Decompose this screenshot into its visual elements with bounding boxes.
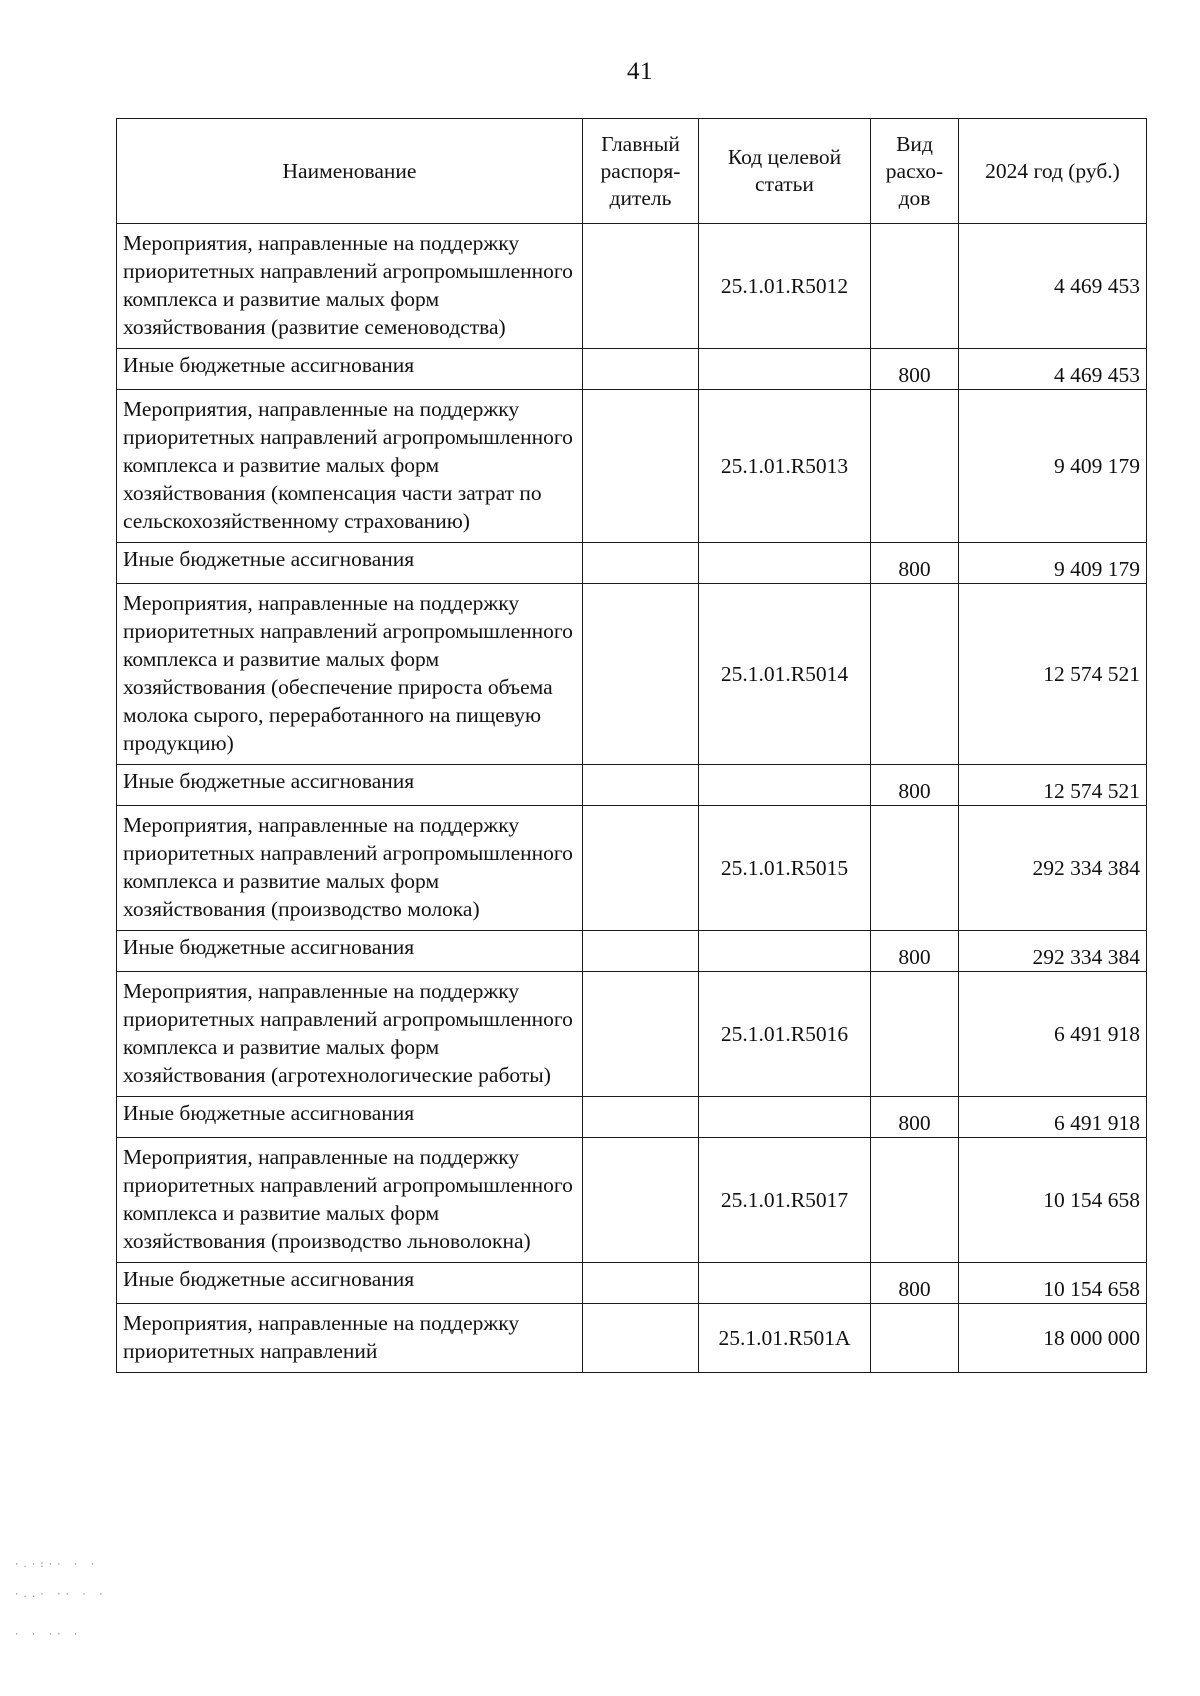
row-manager	[583, 806, 699, 931]
row-code	[699, 765, 871, 806]
row-code	[699, 1263, 871, 1304]
scan-speck: ·.·:·· · ·	[14, 1560, 99, 1570]
table-body	[117, 224, 1147, 1373]
header-amount: 2024 год (руб.)	[959, 119, 1147, 224]
row-manager	[583, 1138, 699, 1263]
table-row	[117, 349, 1147, 390]
header-row	[117, 119, 1147, 224]
row-code: 25.1.01.R5014	[699, 584, 871, 765]
table-row	[117, 1097, 1147, 1138]
scan-speck: ·..· ·· · ·	[14, 1590, 107, 1600]
row-manager	[583, 765, 699, 806]
row-manager	[583, 972, 699, 1097]
row-name: Мероприятия, направленные на поддержку приоритетных направлений агропромышленного комплекса и развитие малых форм хозяйствования (обеспечение прироста объема молока сырого, переработанного на пищевую продукцию)	[117, 584, 583, 765]
header-kind: Вид расхо-дов	[871, 119, 959, 224]
row-name: Мероприятия, направленные на поддержку приоритетных направлений агропромышленного комплекса и развитие малых форм хозяйствования (производство молока)	[117, 806, 583, 931]
row-amount: 10 154 658	[959, 1263, 1147, 1304]
row-code: 25.1.01.R5016	[699, 972, 871, 1097]
row-manager	[583, 931, 699, 972]
row-name: Мероприятия, направленные на поддержку приоритетных направлений агропромышленного комплекса и развитие малых форм хозяйствования (производство льноволокна)	[117, 1138, 583, 1263]
row-kind: 800	[871, 931, 959, 972]
table-header	[117, 119, 1147, 224]
row-name: Иные бюджетные ассигнования	[117, 931, 583, 972]
row-kind: 800	[871, 1263, 959, 1304]
header-name: Наименование	[117, 119, 583, 224]
row-kind	[871, 584, 959, 765]
header-code: Код целевой статьи	[699, 119, 871, 224]
table-row	[117, 1263, 1147, 1304]
row-manager	[583, 1097, 699, 1138]
row-amount: 18 000 000	[959, 1304, 1147, 1373]
row-code: 25.1.01.R5015	[699, 806, 871, 931]
row-manager	[583, 224, 699, 349]
table-row	[117, 806, 1147, 931]
row-manager	[583, 1304, 699, 1373]
row-name: Мероприятия, направленные на поддержку приоритетных направлений	[117, 1304, 583, 1373]
row-kind	[871, 390, 959, 543]
table-row	[117, 1138, 1147, 1263]
row-kind: 800	[871, 543, 959, 584]
table-row	[117, 390, 1147, 543]
table-row	[117, 543, 1147, 584]
row-code: 25.1.01.R501А	[699, 1304, 871, 1373]
page-number: 41	[627, 58, 653, 85]
row-manager	[583, 543, 699, 584]
row-code: 25.1.01.R5017	[699, 1138, 871, 1263]
row-code	[699, 349, 871, 390]
row-code	[699, 931, 871, 972]
row-manager	[583, 1263, 699, 1304]
row-amount: 6 491 918	[959, 972, 1147, 1097]
row-amount: 4 469 453	[959, 349, 1147, 390]
row-amount: 12 574 521	[959, 584, 1147, 765]
row-kind	[871, 972, 959, 1097]
row-name: Иные бюджетные ассигнования	[117, 765, 583, 806]
budget-table	[116, 118, 1147, 1373]
table-row	[117, 224, 1147, 349]
row-amount: 9 409 179	[959, 543, 1147, 584]
row-amount: 12 574 521	[959, 765, 1147, 806]
row-amount: 292 334 384	[959, 806, 1147, 931]
row-kind	[871, 806, 959, 931]
row-name: Иные бюджетные ассигнования	[117, 349, 583, 390]
row-name: Иные бюджетные ассигнования	[117, 1097, 583, 1138]
row-kind: 800	[871, 349, 959, 390]
row-name: Иные бюджетные ассигнования	[117, 1263, 583, 1304]
scan-speck: · · ·· ·	[14, 1630, 82, 1640]
row-amount: 4 469 453	[959, 224, 1147, 349]
row-name: Иные бюджетные ассигнования	[117, 543, 583, 584]
row-amount: 10 154 658	[959, 1138, 1147, 1263]
row-amount: 9 409 179	[959, 390, 1147, 543]
table-row	[117, 584, 1147, 765]
table-row	[117, 765, 1147, 806]
table-row	[117, 931, 1147, 972]
table-row	[117, 1304, 1147, 1373]
row-code	[699, 1097, 871, 1138]
row-manager	[583, 349, 699, 390]
row-name: Мероприятия, направленные на поддержку приоритетных направлений агропромышленного комплекса и развитие малых форм хозяйствования (компенсация части затрат по сельскохозяйственному страхованию)	[117, 390, 583, 543]
row-kind	[871, 1138, 959, 1263]
row-code	[699, 543, 871, 584]
header-manager: Главный распоря-дитель	[583, 119, 699, 224]
row-name: Мероприятия, направленные на поддержку приоритетных направлений агропромышленного комплекса и развитие малых форм хозяйствования (развитие семеноводства)	[117, 224, 583, 349]
row-name: Мероприятия, направленные на поддержку приоритетных направлений агропромышленного комплекса и развитие малых форм хозяйствования (агротехнологические работы)	[117, 972, 583, 1097]
row-kind	[871, 1304, 959, 1373]
row-code: 25.1.01.R5012	[699, 224, 871, 349]
row-amount: 292 334 384	[959, 931, 1147, 972]
row-amount: 6 491 918	[959, 1097, 1147, 1138]
table-row	[117, 972, 1147, 1097]
row-code: 25.1.01.R5013	[699, 390, 871, 543]
row-manager	[583, 584, 699, 765]
row-kind: 800	[871, 1097, 959, 1138]
row-kind	[871, 224, 959, 349]
row-kind: 800	[871, 765, 959, 806]
row-manager	[583, 390, 699, 543]
